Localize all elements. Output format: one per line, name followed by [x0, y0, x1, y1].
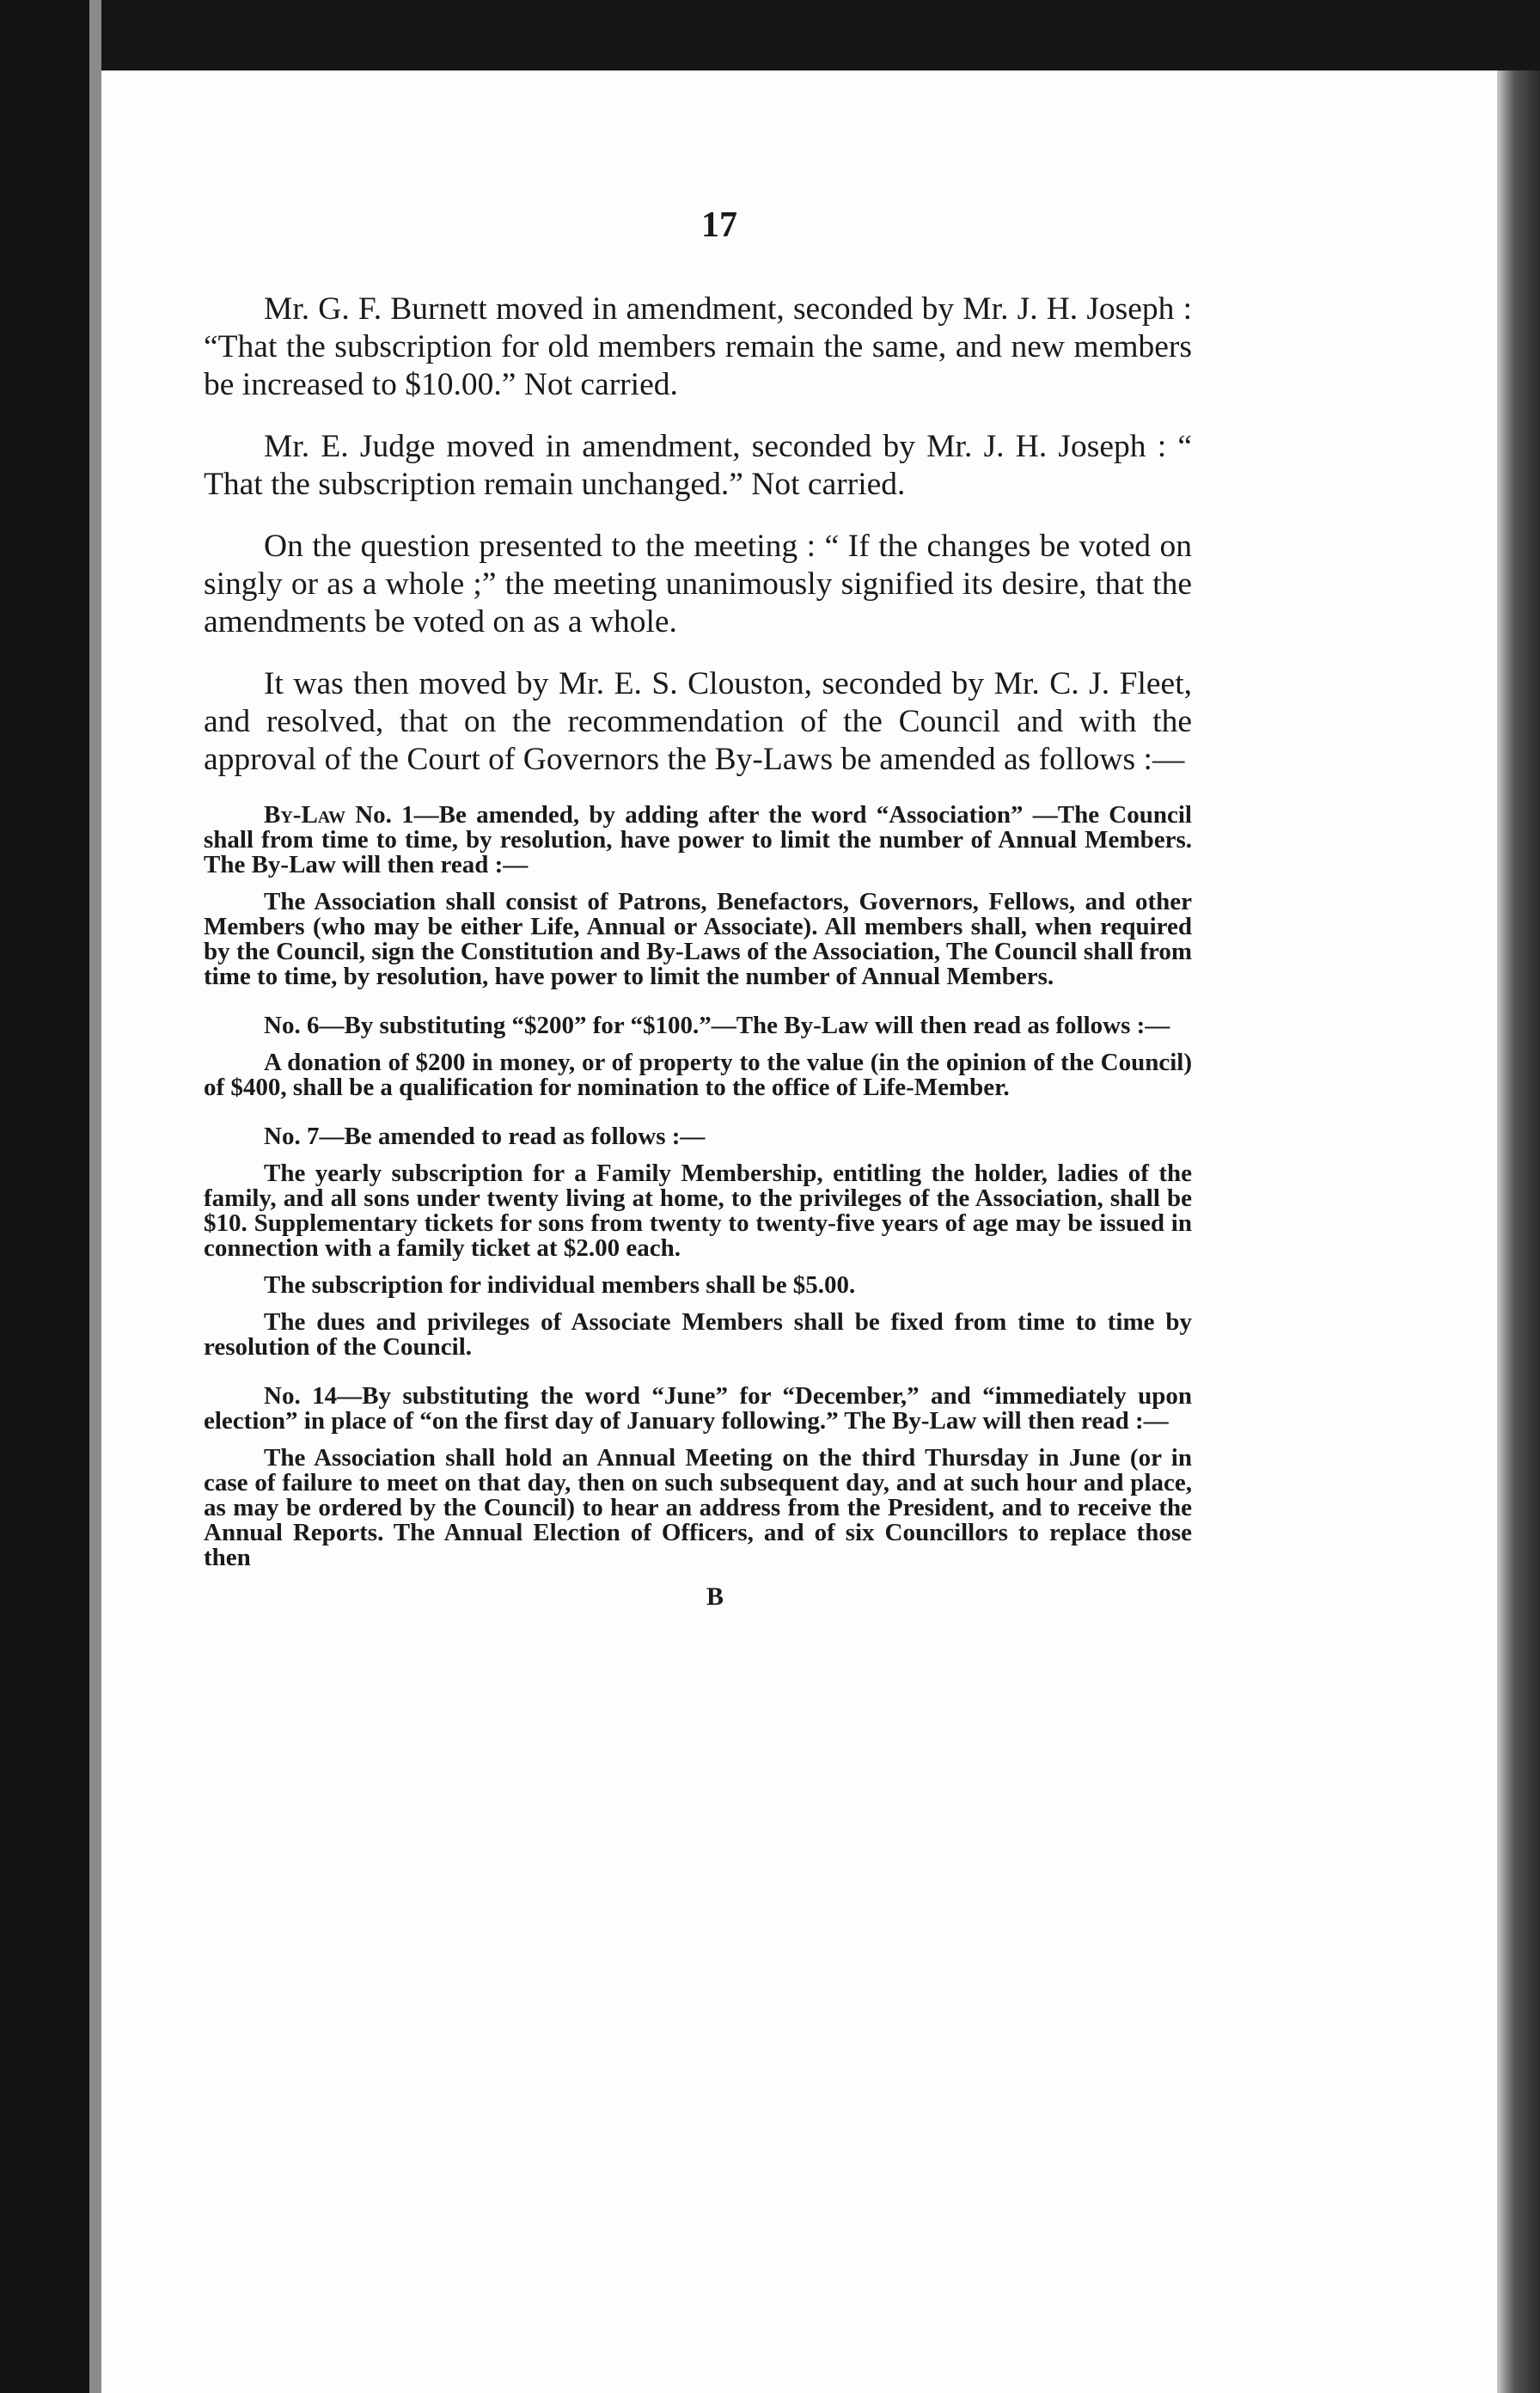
bylaw-1-text: The Association shall consist of Patrons, Benefactors, Governors, Fellows, and other Members (who may be either Life, Annual or Associate). All members shall, when required by the Council, sign the Constitution and By-Laws of the Association, The Council shall from time to time, by resolution, have power to limit the number of Annual Members.	[204, 888, 1192, 990]
bylaw-7-text-family: The yearly subscription for a Family Membership, entitling the holder, ladies of the family, and all sons under twenty living at home, to the privileges of the Association, shall be $10. Supplementary tickets for sons from twenty to twenty-five years of age may be issued in connection with a family ticket at $2.00 each.	[204, 1160, 1192, 1262]
scan-border-top	[0, 0, 1540, 70]
bylaw-14-amendment: No. 14—By substituting the word “June” for “December,” and “immediately upon election” in place of “on the first day of January following.” The By-Law will then read :—	[204, 1382, 1192, 1435]
paragraph-voting-question: On the question presented to the meeting : “ If the changes be voted on singly or as a whole ;” the meeting unanimously signified its desire, that the amendments be voted on as a whole.	[204, 529, 1192, 640]
bylaw-1-label: By-Law	[264, 801, 346, 829]
bylaw-6-amendment: No. 6—By substituting “$200” for “$100.”—The By-Law will then read as follows :—	[264, 1012, 1170, 1039]
page-number: 17	[701, 205, 737, 245]
signature-mark: B	[706, 1582, 724, 1611]
page-edge-right	[1497, 70, 1540, 2393]
bylaw-7-text-associate: The dues and privileges of Associate Members shall be fixed from time to time by resolution of the Council.	[204, 1308, 1192, 1361]
bylaw-7-text-individual: The subscription for individual members shall be $5.00.	[264, 1271, 856, 1299]
paragraph-burnett-amendment: Mr. G. F. Burnett moved in amendment, seconded by Mr. J. H. Joseph : “That the subscription for old members remain the same, and new members be increased to $10.00.” Not carried.	[204, 291, 1192, 402]
bylaw-7-amendment: No. 7—Be amended to read as follows :—	[264, 1123, 706, 1150]
minutes-section	[204, 291, 1192, 779]
scan-border-left	[0, 0, 89, 2393]
bylaws-section	[204, 803, 1192, 1570]
page-content	[204, 205, 1192, 1612]
paragraph-clouston-motion: It was then moved by Mr. E. S. Clouston, seconded by Mr. C. J. Fleet, and resolved, that on the recommendation of the Council and with the approval of the Court of Governors the By-Laws be amended as follows :—	[204, 666, 1192, 777]
bylaw-14-text: The Association shall hold an Annual Meeting on the third Thursday in June (or in case of failure to meet on that day, then on such subsequent day, and at such hour and place, as may be ordered by the Council) to hear an address from the President, and to receive the Annual Reports. The Annual Election of Officers, and of six Councillors to replace those then	[204, 1444, 1192, 1571]
paragraph-judge-amendment: Mr. E. Judge moved in amendment, seconded by Mr. J. H. Joseph : “ That the subscription remain unchanged.” Not carried.	[204, 429, 1192, 502]
bylaw-1-amendment	[204, 803, 1192, 878]
bylaw-6-text: A donation of $200 in money, or of property to the value (in the opinion of the Council) of $400, shall be a qualification for nomination to the office of Life-Member.	[204, 1049, 1192, 1101]
bylaw-1-description: No. 1—Be amended, by adding after the word “Association” —The Council shall from time to time, by resolution, have power to limit the number of Annual Members. The By-Law will then read :—	[204, 801, 1192, 878]
page-edge-left	[89, 0, 101, 2393]
